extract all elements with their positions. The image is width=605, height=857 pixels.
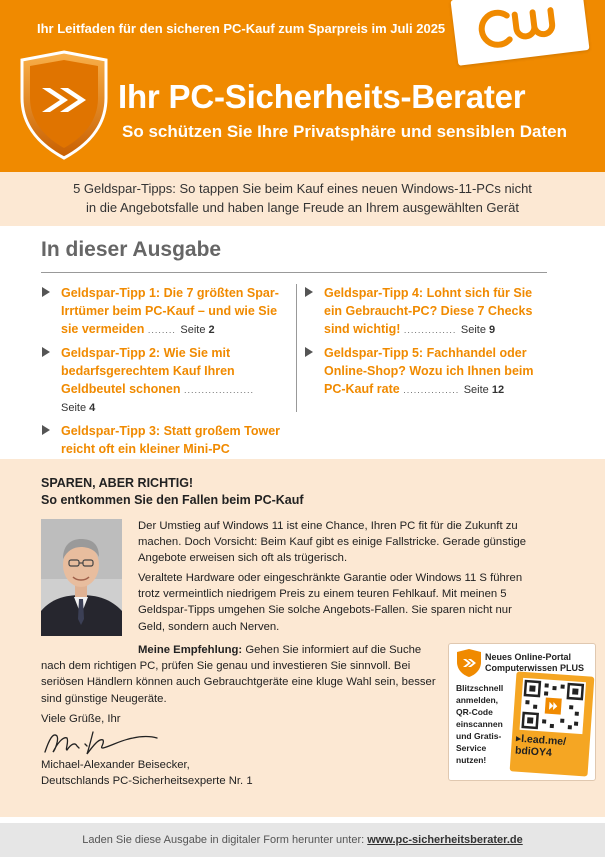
cw-logo-icon bbox=[472, 1, 568, 52]
editorial-section bbox=[0, 459, 605, 817]
shield-icon bbox=[456, 648, 482, 678]
author-photo bbox=[41, 519, 122, 636]
recommendation-label: Meine Empfehlung: bbox=[138, 644, 243, 656]
toc-page-label: Seite bbox=[180, 324, 206, 336]
toc-item-title: Geldspar-Tipp 4: Lohnt sich für Sie ein Gebraucht-PC? Diese 7 Checks sind wichtig! bbox=[324, 286, 533, 336]
editorial-headline bbox=[41, 475, 304, 509]
triangle-right-icon bbox=[42, 425, 50, 435]
toc-page-number: 4 bbox=[89, 402, 96, 414]
author-name: Michael-Alexander Beisecker, bbox=[41, 759, 190, 771]
toc-item-title: Geldspar-Tipp 2: Wie Sie mit bedarfsgerechtem Kauf Ihren Geldbeutel schonen bbox=[61, 346, 235, 396]
recommendation-text: Gehen Sie informiert auf die Suche nach dem richtigen PC, prüfen Sie genau und investieren Sie sinnvoll. Bei seriösen Händlern können auch Gebrauchtgeräte eine kluge Wahl sein, besser sind günstige Neugeräte. bbox=[41, 644, 436, 705]
newsletter-subtitle: So schützen Sie Ihre Privatsphäre und sensiblen Daten bbox=[122, 122, 567, 141]
author-signature-block bbox=[41, 757, 253, 789]
toc-page-number: 9 bbox=[489, 324, 496, 336]
toc-heading: In dieser Ausgabe bbox=[41, 238, 222, 261]
toc-divider-line bbox=[41, 272, 547, 273]
teaser-box bbox=[0, 172, 605, 226]
editorial-paragraph-3 bbox=[41, 642, 441, 707]
portal-link[interactable]: ▸l.ead.me/ bdiOY4 bbox=[514, 732, 567, 760]
editorial-headline-2: So entkommen Sie den Fallen beim PC-Kauf bbox=[41, 493, 304, 507]
qr-card[interactable] bbox=[510, 671, 595, 776]
toc-item-title: Geldspar-Tipp 1: Die 7 größten Spar-Irrtümer beim PC-Kauf – und wie Sie sie vermeiden bbox=[61, 286, 279, 336]
greeting: Viele Grüße, Ihr bbox=[41, 713, 121, 725]
toc-column-right bbox=[305, 284, 547, 404]
tagline: Ihr Leitfaden für den sicheren PC-Kauf zum Sparpreis im Juli 2025 bbox=[37, 21, 446, 36]
footer bbox=[0, 823, 605, 857]
toc-item-title: Geldspar-Tipp 5: Fachhandel oder Online-Shop? Wozu ich Ihnen beim PC-Kauf rate bbox=[324, 346, 534, 396]
editorial-paragraph-1: Der Umstieg auf Windows 11 ist eine Chance, Ihren PC fit für die Zukunft zu machen. Doch Vorsicht: Beim Kauf gibt es einige Fallstricke. Gerade günstige Angebote erweisen sich oft als trügerisch. bbox=[138, 520, 527, 565]
signature-icon bbox=[41, 726, 161, 758]
author-portrait-icon bbox=[41, 519, 122, 636]
toc-item[interactable]: Geldspar-Tipp 5: Fachhandel oder Online-Shop? Wozu ich Ihnen beim PC-Kauf rate ................ Seite 12 bbox=[305, 344, 547, 398]
triangle-right-icon bbox=[42, 287, 50, 297]
qr-code-icon[interactable] bbox=[520, 678, 586, 734]
author-title: Deutschlands PC-Sicherheitsexperte Nr. 1 bbox=[41, 775, 253, 788]
toc-page-number: 2 bbox=[208, 324, 215, 336]
footer-text: Laden Sie diese Ausgabe in digitaler Form herunter unter: bbox=[82, 834, 368, 846]
teaser-line-1: 5 Geldspar-Tipps: So tappen Sie beim Kauf eines neuen Windows-11-PCs nicht bbox=[73, 181, 532, 196]
toc-item[interactable]: Geldspar-Tipp 4: Lohnt sich für Sie ein Gebraucht-PC? Diese 7 Checks sind wichtig! ............... Seite 9 bbox=[305, 284, 547, 338]
triangle-right-icon bbox=[305, 287, 313, 297]
editorial-paragraph-2: Veraltete Hardware oder eingeschränkte Garantie oder Windows 11 S führen trotz vermeintlich niedrigem Preis zu einem teuren Fehlkauf. Mit meinen 5 Geldspar-Tipps umgehen Sie solche Angebots-Fallen. Sie sparen nicht nur Geld, sondern auch Nerven. bbox=[138, 572, 523, 633]
shield-icon bbox=[20, 50, 108, 160]
toc-item[interactable]: Geldspar-Tipp 1: Die 7 größten Spar-Irrtümer beim PC-Kauf – und wie Sie sie vermeiden ........ Seite 2 bbox=[42, 284, 284, 338]
portal-instructions: Blitzschnell anmelden, QR-Code einscannen und Gratis- Service nutzen! bbox=[456, 683, 504, 765]
toc-page-label: Seite bbox=[61, 402, 87, 414]
toc-page-label: Seite bbox=[463, 384, 489, 396]
portal-title: Neues Online-Portal Computerwissen PLUS bbox=[485, 652, 585, 673]
toc-item-title: Geldspar-Tipp 3: Statt großem Tower reicht oft ein kleiner Mini-PC bbox=[61, 424, 281, 456]
toc-page-label: Seite bbox=[460, 324, 486, 336]
toc-column-left bbox=[42, 284, 284, 482]
teaser-line-2: in die Angebotsfalle und haben lange Freude an Ihrem ausgewählten Gerät bbox=[86, 200, 519, 215]
toc-page-number: 12 bbox=[491, 384, 505, 396]
toc-item[interactable]: Geldspar-Tipp 2: Wie Sie mit bedarfsgerechtem Kauf Ihren Geldbeutel schonen .................... Seite 4 bbox=[42, 344, 284, 416]
publisher-logo[interactable] bbox=[450, 0, 589, 66]
toc-column-divider bbox=[296, 284, 297, 412]
online-portal-box[interactable] bbox=[448, 643, 596, 781]
newsletter-title: Ihr PC-Sicherheits-Berater bbox=[118, 78, 526, 115]
footer-link[interactable]: www.pc-sicherheitsberater.de bbox=[367, 834, 523, 846]
triangle-right-icon bbox=[305, 347, 313, 357]
header-banner bbox=[0, 0, 605, 172]
editorial-headline-1: SPAREN, ABER RICHTIG! bbox=[41, 476, 194, 490]
triangle-right-icon bbox=[42, 347, 50, 357]
